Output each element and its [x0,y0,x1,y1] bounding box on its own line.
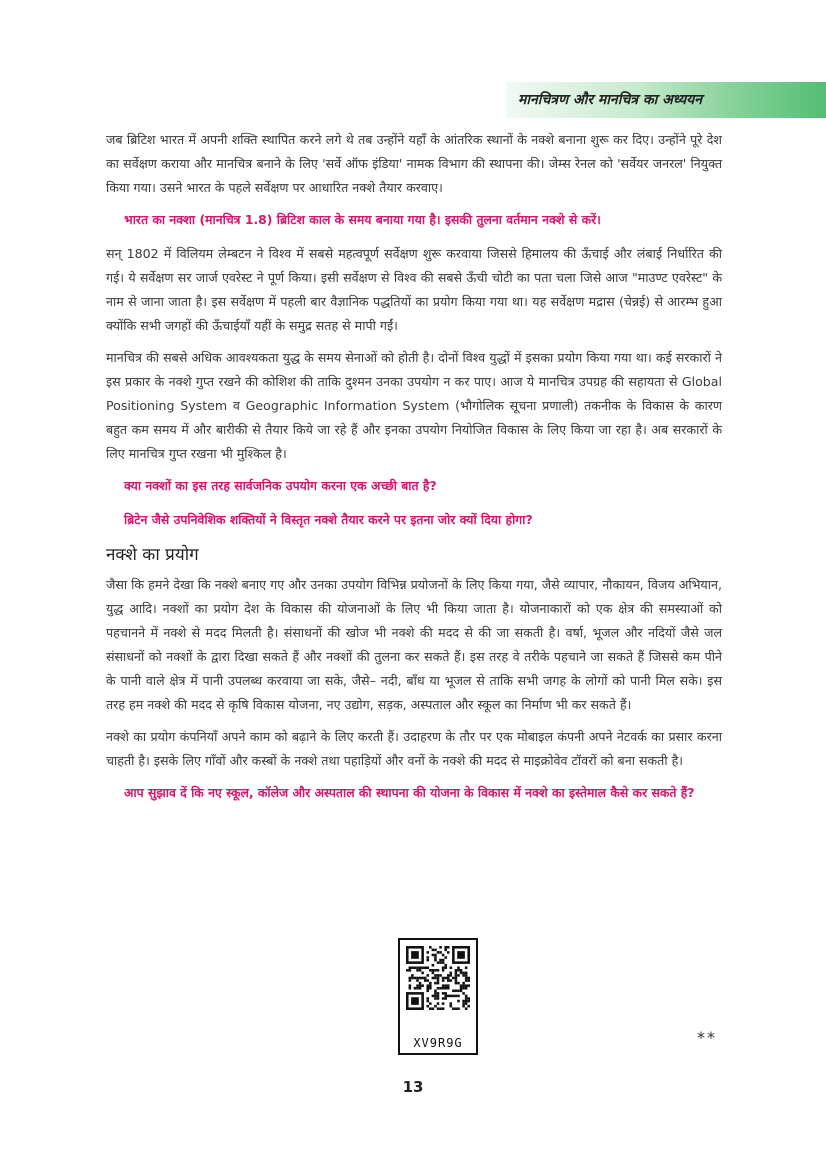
paragraph-lambton-survey: सन् 1802 में विलियम लेम्बटन ने विश्व में सबसे महत्वपूर्ण सर्वेक्षण शुरू करवाया जिससे हिमालय की ऊँचाई और लंबाई निर्धारित की गई। ये सर्वेक्षण सर जार्ज एवरेस्ट ने पूर्ण किया। इसी सर्वेक्षण से विश्व की सबसे ऊँची चोटी का पता चला जिसे आज "माउण्ट एवरेस्ट" के नाम से जाना जाता है। इस सर्वेक्षण में पहली बार वैज्ञानिक पद्धतियों का प्रयोग किया गया था। यह सर्वेक्षण मद्रास (चेन्नई) से आरम्भ हुआ क्योंकि सभी जगहों की ऊँचाईयाँ यहीं के समुद्र सतह से मापी गईं। [106,246,722,333]
section-heading: नक्शे का प्रयोग [106,545,199,565]
question-compare-map: भारत का नक्शा (मानचित्र 1.8) ब्रिटिश काल के समय बनाया गया है। इसकी तुलना वर्तमान नक्शे से करें। [124,212,601,227]
paragraph-map-uses: जैसा कि हमने देखा कि नक्शे बनाए गए और उनका उपयोग विभिन्न प्रयोजनों के लिए किया गया, जैसे व्यापार, नौकायन, विजय अभियान, युद्ध आदि। नक्शों का प्रयोग देश के विकास की योजनाओं के लिए भी किया जाता है। योजनाकारों को एक क्षेत्र की समस्याओं को पहचानने में नक्शे से मदद मिलती है। संसाधनों की खोज भी नक्शे की मदद से की जा सकती है। वर्षा, भूजल और नदियों जैसे जल संसाधनों को नक्शों के द्वारा दिखा सकते हैं और नक्शों की तुलना कर सकते हैं। इस तरह वे तरीके पहचाने जा सकते हैं जिससे कम पीने के पानी वाले क्षेत्र में पानी उपलब्ध करवाया जा सके, जैसे– नदी, बाँध या भूजल से ताकि सभी जगह के लोगों को पानी मिल सके। इस तरह हम नक्शे की मदद से कृषि विकास योजना, नए उद्योग, सड़क, अस्पताल और स्कूल का निर्माण भी कर सकते हैं। [106,577,722,712]
question-planning: आप सुझाव दें कि नए स्कूल, कॉलेज और अस्पताल की स्थापना की योजना के विकास में नक्शे का इस्तेमाल कैसे कर सकते हैं? [124,785,695,800]
qr-code-box[interactable] [398,938,478,1055]
page-content [106,128,722,815]
qr-code-icon [406,946,470,1010]
question-colonial-powers: ब्रिटेन जैसे उपनिवेशिक शक्तियों ने विस्तृत नक्शे तैयार करने पर इतना जोर क्यों दिया होगा? [124,512,533,527]
page-number: 13 [402,1078,424,1096]
footer-stars: ** [697,1028,717,1047]
paragraph-war-maps: मानचित्र की सबसे अधिक आवश्यकता युद्ध के समय सेनाओं को होती है। दोनों विश्व युद्धों में इसका प्रयोग किया गया था। कई सरकारों ने इस प्रकार के नक्शे गुप्त रखने की कोशिश की ताकि दुश्मन उनका उपयोग न कर पाए। आज ये मानचित्र उपग्रह की सहायता से Global Positioning System व Geographic Information System (भौगोलिक सूचना प्रणाली) तकनीक के विकास के कारण बहुत कम समय में और बारीकी से तैयार किये जा रहे हैं और इनका उपयोग नियोजित विकास के लिए किया जा रहा है। अब सरकारों के लिए मानचित्र गुप्त रखना भी मुश्किल है। [106,350,722,461]
paragraph-companies: नक्शे का प्रयोग कंपनियाँ अपने काम को बढ़ाने के लिए करती हैं। उदाहरण के तौर पर एक मोबाइल कंपनी अपने नेटवर्क का प्रसार करना चाहती है। इसके लिए गाँवों और कस्बों के नक्शे तथा पहाड़ियों और वनों के नक्शे की मदद से माइक्रोवेव टॉवरों को बना सकती है। [106,729,722,768]
paragraph-british-survey: जब ब्रिटिश भारत में अपनी शक्ति स्थापित करने लगे थे तब उन्होंने यहाँ के आंतरिक स्थानों के नक्शे बनाना शुरू कर दिए। उन्होंने पूरे देश का सर्वेक्षण कराया और मानचित्र बनाने के लिए 'सर्वे ऑफ इंडिया' नामक विभाग की स्थापना की। जेम्स रेनल को 'सर्वेयर जनरल' नियुक्त किया गया। उसने भारत के पहले सर्वेक्षण पर आधारित नक्शे तैयार करवाए। [106,132,722,195]
chapter-title: मानचित्रण और मानचित्र का अध्ययन [518,92,703,108]
qr-code-label: XV9R9G [413,1036,463,1050]
question-public-use: क्या नक्शों का इस तरह सार्वजनिक उपयोग करना एक अच्छी बात है? [124,478,437,493]
